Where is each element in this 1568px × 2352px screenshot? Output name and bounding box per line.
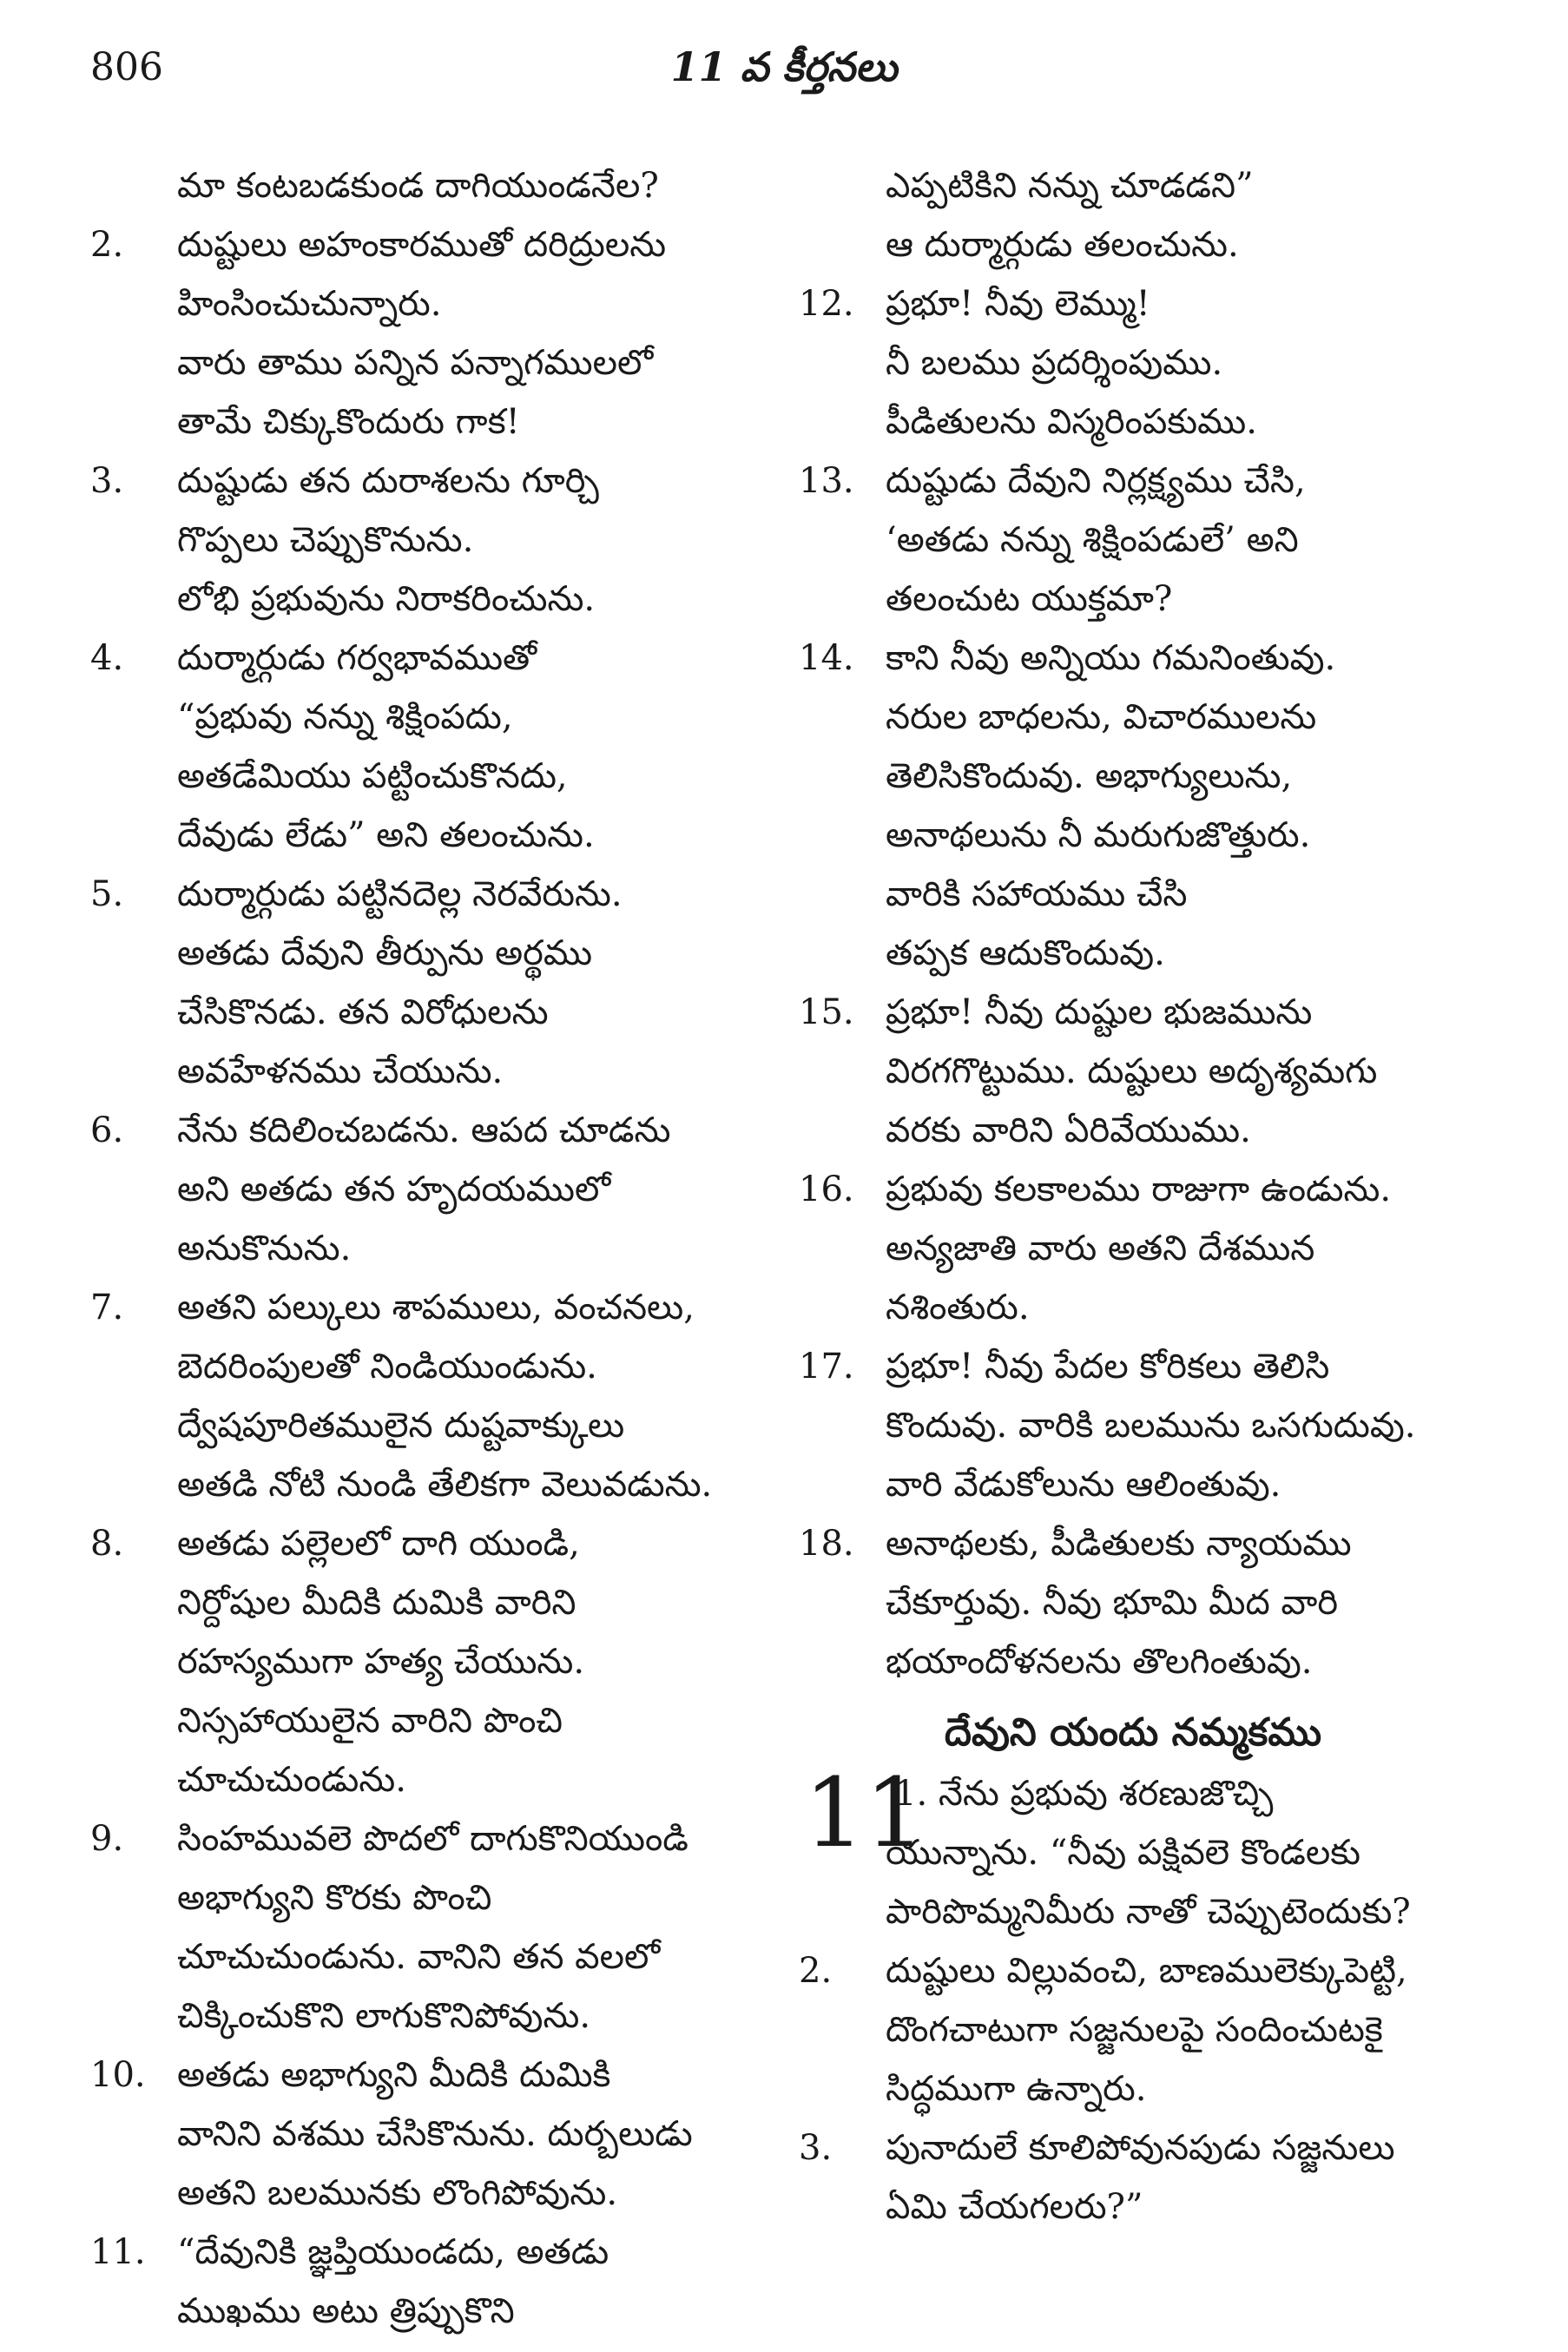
verse-number: 15. [799,992,854,1032]
verse [799,1337,1467,1514]
right-column [799,156,1467,2237]
verse-text [886,451,1467,629]
verse [90,2223,759,2341]
text-line: ఆ దుర్మార్గుడు తలంచును. [886,225,1239,265]
section-heading: దేవుని యందు నమ్మకము [944,1710,1322,1755]
text-line: సిద్ధముగా ఉన్నారు. [886,2069,1147,2109]
verse-text [177,1809,759,2046]
verse [799,1941,1467,2118]
verse-number: 2. [799,1951,833,1991]
verse [799,2118,1467,2237]
text-line: పీడితులను విస్మరింపకుము. [886,402,1257,442]
text-line: నిర్దోషుల మీదికి దుమికి వారిని [177,1583,576,1623]
verse [90,1101,759,1278]
text-line: అతడు అభాగ్యుని మీదికి దుమికి [177,2055,611,2095]
verse-number: 7. [90,1288,124,1328]
verse-number: 14. [799,638,854,678]
text-line: భయాందోళనలను తొలగింతువు. [886,1642,1313,1682]
text-line: నశింతురు. [886,1288,1030,1328]
text-line: చూచుచుండును. [177,1760,406,1800]
verse-text [886,983,1467,1160]
verse-number: 6. [90,1110,124,1150]
verse-number: 13. [799,461,854,501]
text-line: తామే చిక్కుకొందురు గాక! [177,402,520,442]
text-line: గొప్పలు చెప్పుకొనును. [177,520,474,560]
verse [799,629,1467,983]
verse-number: 16. [799,1169,854,1209]
text-line: బెదరింపులతో నిండియుండును. [177,1347,597,1387]
verse-number: 10. [90,2055,146,2095]
verse-number: 11. [90,2232,146,2272]
verse-number: 2. [90,225,124,265]
verse-number: 3. [90,461,124,501]
text-line: దేవుడు లేడు” అని తలంచును. [177,815,595,855]
verse-text [886,274,1467,451]
verse-text [177,2046,759,2223]
text-line: దుర్మార్గుడు పట్టినదెల్ల నెరవేరును. [177,874,623,914]
verse-number: 4. [90,638,124,678]
first-verse-text [886,1823,1467,1941]
verse [90,1514,759,1809]
text-line: అనుకొనును. [177,1229,352,1268]
text-line: ‘అతడు నన్ను శిక్షింపడులే’ అని [886,520,1299,560]
verse-text [886,2118,1467,2237]
text-line: అతని పల్కులు శాపములు, వంచనలు, [177,1288,695,1328]
text-line: దొంగచాటుగా సజ్జనులపై సందించుటకై [886,2010,1383,2050]
verse-number: 3. [799,2128,833,2168]
verse-text [177,1514,759,1809]
verse-text [177,2223,759,2341]
verse-number: 8. [90,1524,124,1564]
text-line: చూచుచుండును. వానిని తన వలలో [177,1937,661,1977]
text-line: దుష్టులు అహంకారముతో దరిద్రులను [177,225,667,265]
verse-number: 17. [799,1347,854,1387]
verse [90,1809,759,2046]
text-line: వారి వేడుకోలును ఆలింతువు. [886,1465,1281,1505]
verse [90,629,759,865]
text-line: సింహమువలె పొదలో దాగుకొనియుండి [177,1819,688,1859]
verse [799,983,1467,1160]
running-title: 11 వ కీర్తనలు [670,43,898,90]
text-line: విరగగొట్టుము. దుష్టులు అదృశ్యమగు [886,1051,1378,1091]
text-line: వరకు వారిని ఏరివేయుము. [886,1110,1251,1150]
text-line: నేను కదిలించబడను. ఆపద చూడను [177,1110,671,1150]
verse-text [177,865,759,1101]
text-line: అతడి నోటి నుండి తేలికగా వెలువడును. [177,1465,713,1505]
verse-number: 5. [90,874,124,914]
text-line: అనాథలును నీ మరుగుజొత్తురు. [886,815,1311,855]
verse-text [177,1101,759,1278]
verse-text [886,1160,1467,1337]
text-line: వారు తాము పన్నిన పన్నాగములలో [177,343,654,383]
text-line: అవహేళనము చేయును. [177,1051,504,1091]
text-line: దుర్మార్గుడు గర్వభావముతో [177,638,537,678]
continuation-text [177,156,759,215]
text-line: మా కంటబడకుండ దాగియుండనేల? [177,166,659,206]
text-line: తలంచుట యుక్తమా? [886,579,1173,619]
verse [799,451,1467,629]
text-line: అతడేమియు పట్టించుకొనదు, [177,756,568,796]
text-line: చేకూర్తువు. నీవు భూమి మీద వారి [886,1583,1339,1623]
text-line: హింసించుచున్నారు. [177,284,442,324]
text-line: ప్రభూ! నీవు పేదల కోరికలు తెలిసి [886,1347,1330,1387]
verse-text [177,1278,759,1514]
verse-text [177,215,759,451]
text-line: “ప్రభువు నన్ను శిక్షింపదు, [177,697,513,737]
text-line: అనాథలకు, పీడితులకు న్యాయము [886,1524,1352,1564]
text-line: రహస్యముగా హత్య చేయును. [177,1642,585,1682]
text-line: అతని బలమునకు లొంగిపోవును. [177,2173,618,2213]
verse [799,274,1467,451]
page-number: 806 [90,45,163,89]
text-line: “దేవునికి జ్ఞప్తియుండదు, అతడు [177,2232,609,2272]
text-line: వారికి సహాయము చేసి [886,874,1188,914]
verse-text [886,1337,1467,1514]
text-line: అతడు దేవుని తీర్పును అర్థము [177,933,593,973]
psalm-start [799,1757,1467,1941]
text-line: పునాదులే కూలిపోవునపుడు సజ్జనులు [886,2128,1395,2168]
text-line: దుష్టుడు తన దురాశలను గూర్చి [177,461,599,501]
text-line: లోభి ప్రభువును నిరాకరించును. [177,579,596,619]
verse-number: 12. [799,284,854,324]
text-line: పారిపొమ్మనిమీరు నాతో చెప్పుటెందుకు? [886,1892,1411,1932]
text-line: కాని నీవు అన్నియు గమనింతువు. [886,638,1336,678]
verse-text [886,1941,1467,2118]
verse [90,215,759,451]
text-line: చేసికొనడు. తన విరోధులను [177,992,549,1032]
verse-number: 18. [799,1524,854,1564]
text-line: అతడు పల్లెలలో దాగి యుండి, [177,1524,580,1564]
verse-text [886,1514,1467,1691]
verse [90,1278,759,1514]
text-line: అన్యజాతి వారు అతని దేశమున [886,1229,1315,1268]
text-line: వానిని వశము చేసికొనును. దుర్బలుడు [177,2114,693,2154]
chapter-number: 11 [804,1757,926,1868]
verse [90,865,759,1101]
text-line: దుష్టులు విల్లువంచి, బాణములెక్కుపెట్టి, [886,1951,1407,1991]
text-line: ప్రభువు కలకాలము రాజుగా ఉండును. [886,1169,1392,1209]
text-line: చిక్కించుకొని లాగుకొనిపోవును. [177,1996,591,2036]
first-verse-line: 1. నేను ప్రభువు శరణుజొచ్చి [894,1774,1274,1814]
text-line: అభాగ్యుని కొరకు పొంచి [177,1878,492,1918]
text-line: ప్రభూ! నీవు లెమ్ము! [886,284,1150,324]
text-line: కొందువు. వారికి బలమును ఒసగుదువు. [886,1406,1416,1446]
verse-text [886,629,1467,983]
verse [799,1160,1467,1337]
verse-number: 9. [90,1819,124,1859]
text-line: ముఖము అటు త్రిప్పుకొని [177,2291,515,2331]
text-line: తెలిసికొందువు. అభాగ్యులును, [886,756,1293,796]
text-line: యున్నాను. “నీవు పక్షివలె కొండలకు [886,1833,1360,1873]
verse [799,1514,1467,1691]
verse-text [177,629,759,865]
text-line: నరుల బాధలను, విచారములను [886,697,1317,737]
text-line: నీ బలము ప్రదర్శింపుము. [886,343,1223,383]
text-line: దుష్టుడు దేవుని నిర్లక్ష్యము చేసి, [886,461,1306,501]
text-line: ఏమి చేయగలరు?” [886,2187,1143,2227]
text-line: ద్వేషపూరితములైన దుష్టవాక్కులు [177,1406,625,1446]
text-line: అని అతడు తన హృదయములో [177,1169,611,1209]
continuation-text [886,156,1467,274]
verse [90,451,759,629]
left-column [90,156,759,2341]
text-line: ప్రభూ! నీవు దుష్టుల భుజమును [886,992,1313,1032]
text-line: ఎప్పటికిని నన్ను చూడడని” [886,166,1254,206]
verse-text [177,451,759,629]
text-line: నిస్సహాయులైన వారిని పొంచి [177,1701,563,1741]
verse [90,2046,759,2223]
text-line: తప్పక ఆదుకొందువు. [886,933,1165,973]
